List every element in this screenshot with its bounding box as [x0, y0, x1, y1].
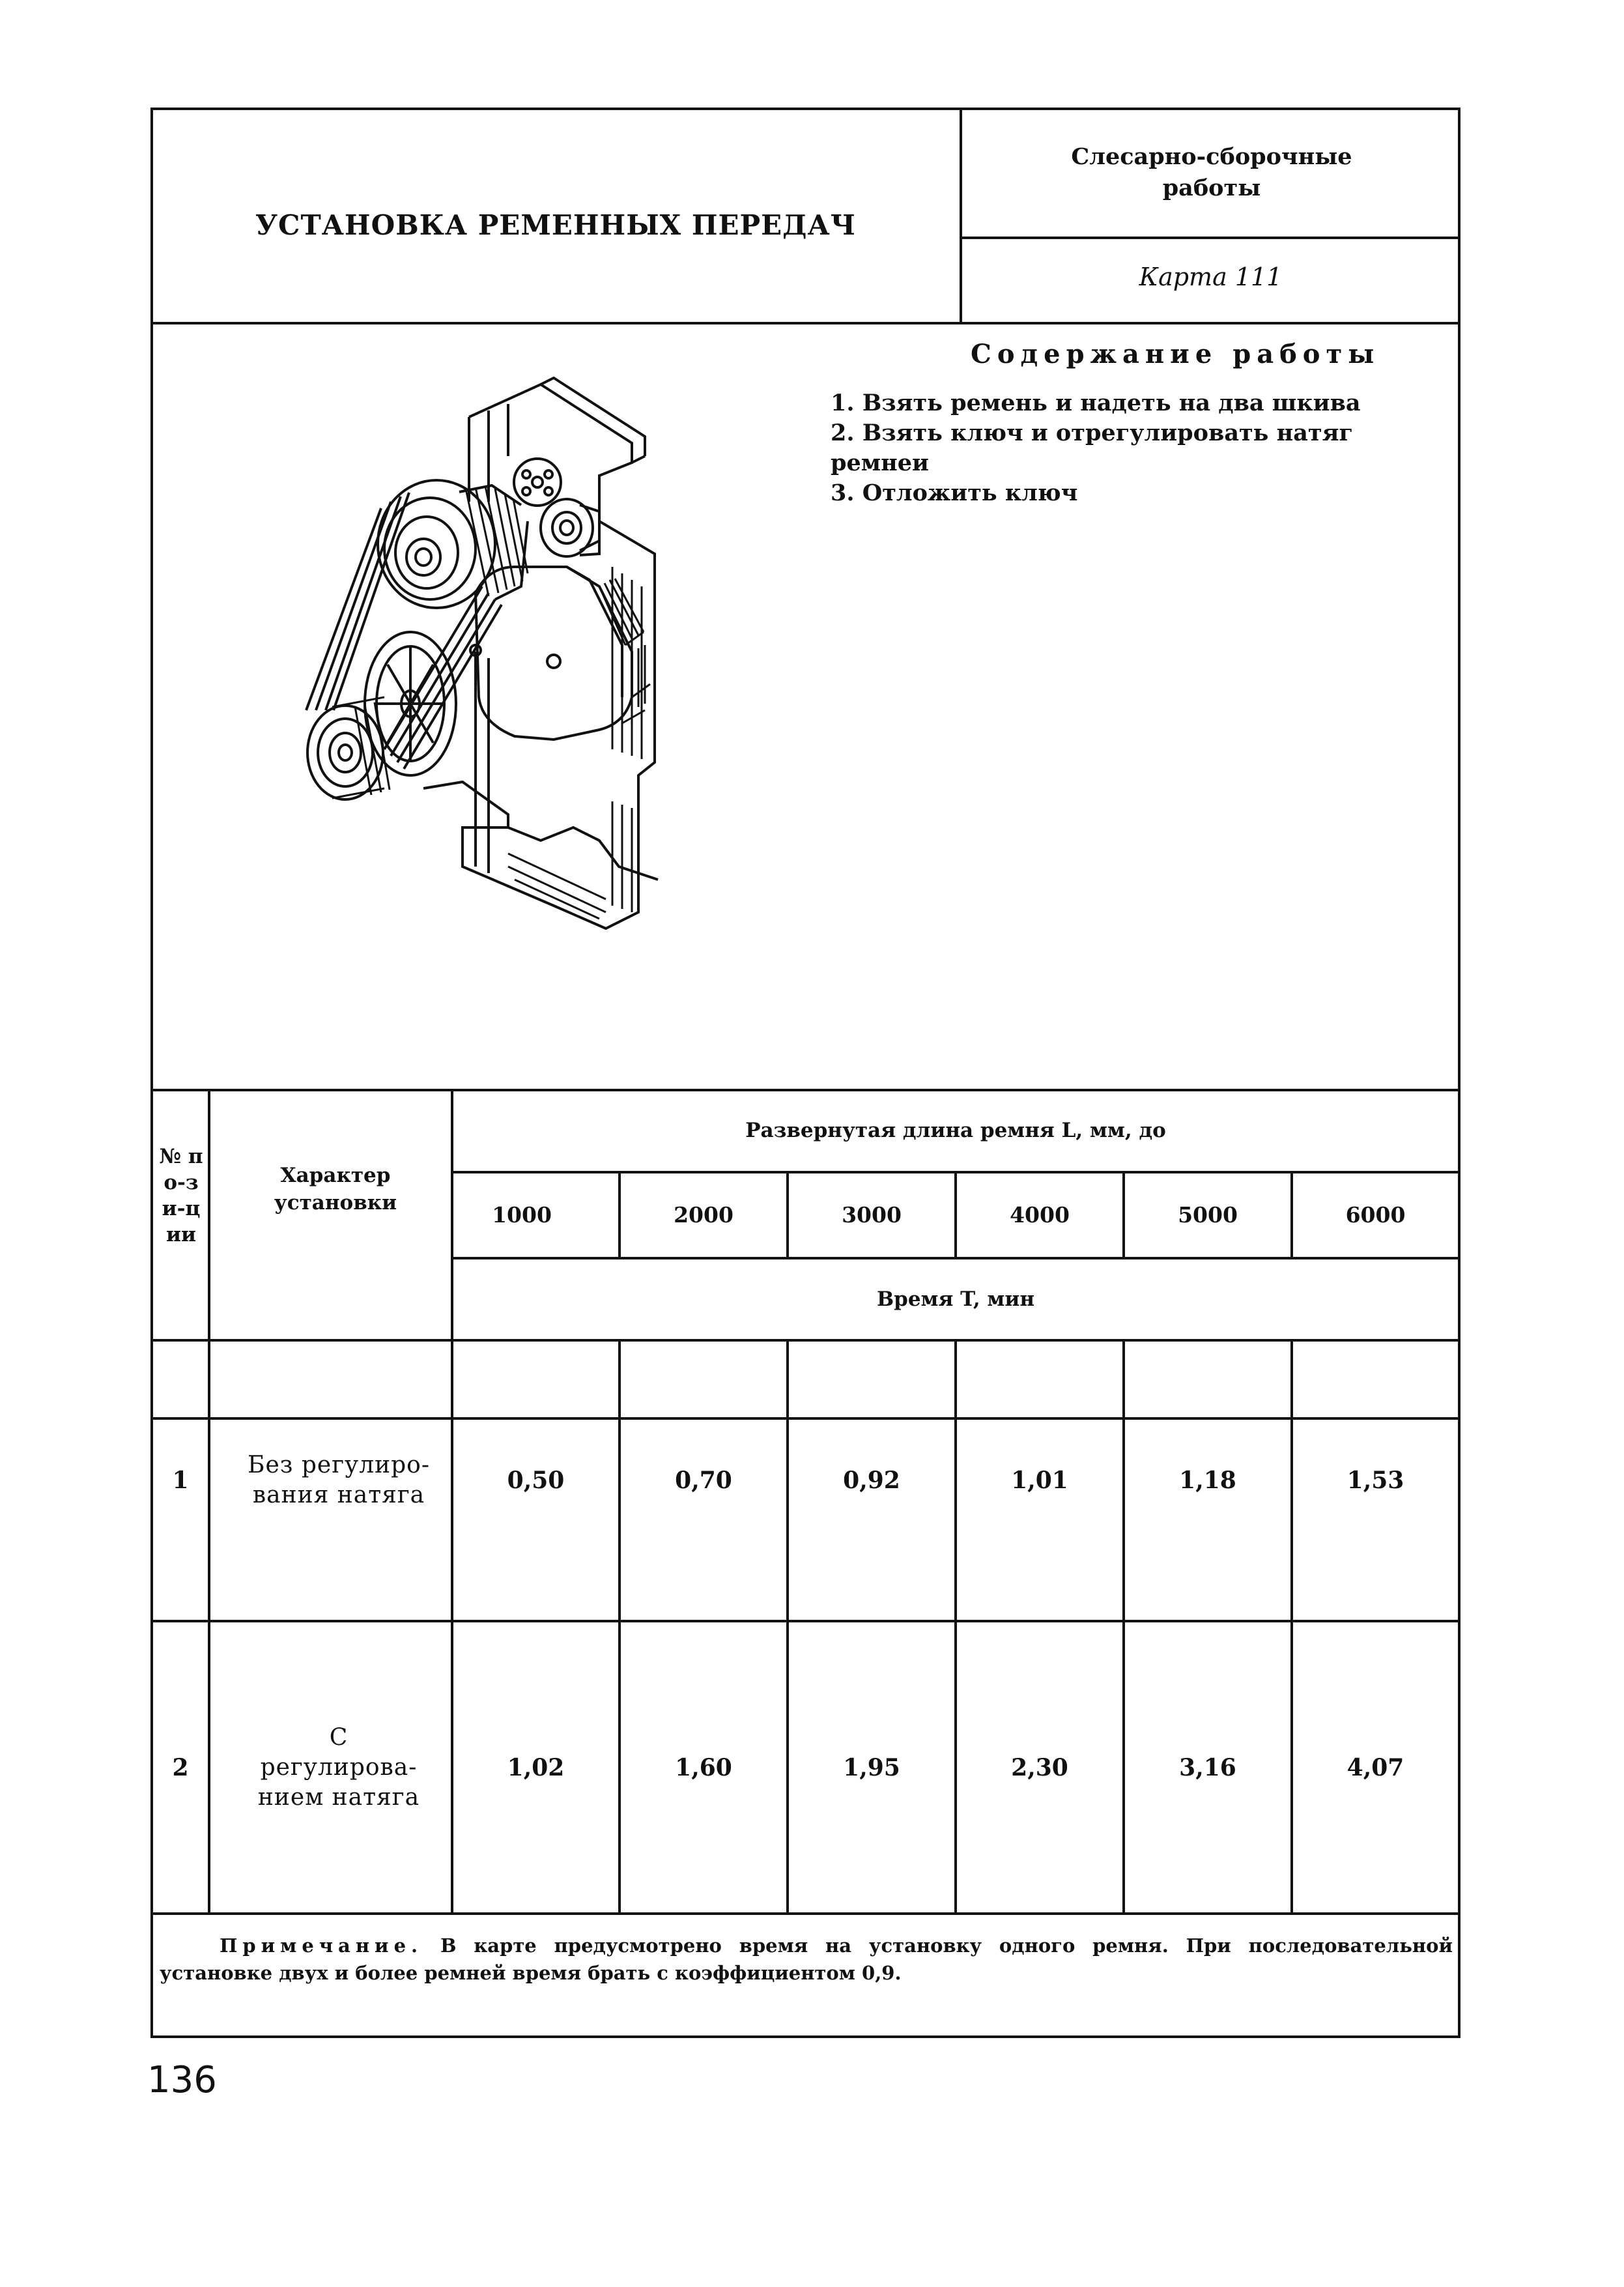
note-label: Примечание. — [220, 1935, 423, 1957]
row-position: 2 — [172, 1753, 189, 1781]
row-type: С регулирова-нием натяга — [257, 1723, 420, 1811]
work-heading: Содержание работы — [971, 339, 1380, 369]
row-type: Без регулиро-вания натяга — [248, 1451, 430, 1508]
note-text: В карте предусмотрено время на установку одного ремня. При последовательной установке двух и более ремней время брать с коэффициентом 0,9. — [160, 1935, 1453, 1984]
time-value: 1,60 — [675, 1753, 732, 1781]
time-value: 1,18 — [1179, 1466, 1236, 1494]
work-step: 3. Отложить ключ — [831, 480, 1078, 506]
length-value: 3000 — [842, 1201, 902, 1228]
time-value: 1,02 — [507, 1753, 565, 1781]
header-right-divider — [960, 237, 1460, 239]
time-value: 1,95 — [843, 1753, 900, 1781]
work-category: Слесарно-сборочные работы — [1071, 143, 1352, 201]
row-position: 1 — [172, 1466, 189, 1494]
col-divider — [208, 1089, 210, 1915]
note — [160, 1932, 1453, 1987]
time-value: 0,70 — [675, 1466, 732, 1494]
time-value: 1,53 — [1346, 1466, 1404, 1494]
time-value: 4,07 — [1346, 1753, 1404, 1781]
length-value: 1000 — [492, 1201, 552, 1228]
time-value: 0,50 — [507, 1466, 565, 1494]
work-steps — [831, 388, 1456, 508]
length-header: Развернутая длина ремня L, мм, до — [745, 1119, 1166, 1142]
work-step: 1. Взять ремень и надеть на два шкива — [831, 390, 1361, 416]
document-title: УСТАНОВКА РЕМЕННЫХ ПЕРЕДАЧ — [255, 209, 857, 241]
time-value: 3,16 — [1179, 1753, 1236, 1781]
length-value: 4000 — [1010, 1201, 1070, 1228]
length-value: 5000 — [1178, 1201, 1238, 1228]
time-value: 1,01 — [1011, 1466, 1068, 1494]
belt-drive-illustration — [293, 371, 697, 964]
time-value: 0,92 — [843, 1466, 900, 1494]
card-number: Карта 111 — [1139, 263, 1283, 291]
work-step: 2. Взять ключ и отрегулировать натяг ремнеи — [831, 420, 1353, 476]
time-value: 2,30 — [1011, 1753, 1068, 1781]
position-header: № по-зи-ции — [159, 1145, 203, 1246]
length-value: 6000 — [1345, 1201, 1406, 1228]
type-header: Характер установки — [274, 1164, 397, 1215]
page-number: 136 — [147, 2059, 217, 2101]
time-header: Время T, мин — [876, 1287, 1035, 1311]
length-value: 2000 — [674, 1201, 734, 1228]
